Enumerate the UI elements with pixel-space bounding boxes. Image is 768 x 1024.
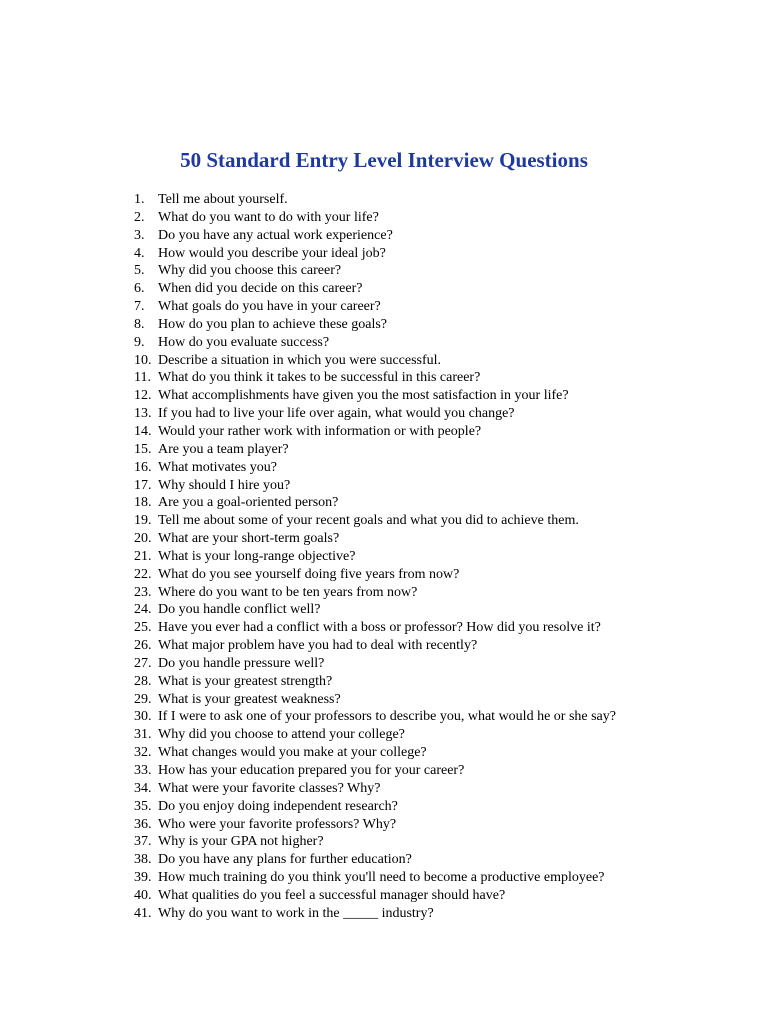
question-text: Why should I hire you? bbox=[158, 477, 291, 493]
question-text: Do you have any actual work experience? bbox=[158, 227, 393, 243]
question-number: 28. bbox=[134, 673, 152, 689]
question-number: 6. bbox=[134, 281, 145, 297]
question-text: What motivates you? bbox=[158, 459, 277, 475]
question-number: 41. bbox=[134, 905, 152, 921]
list-item bbox=[134, 280, 616, 298]
question-text: What do you want to do with your life? bbox=[158, 209, 379, 225]
question-number: 29. bbox=[134, 691, 152, 707]
list-item bbox=[134, 691, 616, 709]
list-item bbox=[134, 548, 616, 566]
question-text: Tell me about yourself. bbox=[158, 192, 288, 207]
question-text: What are your short-term goals? bbox=[158, 531, 340, 547]
page-title: 50 Standard Entry Level Interview Questions bbox=[180, 148, 588, 172]
list-item bbox=[134, 530, 616, 548]
question-text: What do you see yourself doing five years from now? bbox=[158, 566, 460, 582]
question-number: 32. bbox=[134, 745, 152, 761]
question-number: 31. bbox=[134, 727, 152, 743]
question-text: What changes would you make at your college? bbox=[158, 745, 427, 761]
list-item bbox=[134, 869, 616, 887]
question-text: What do you think it takes to be successful in this career? bbox=[158, 370, 481, 386]
list-item bbox=[134, 655, 616, 673]
list-item bbox=[134, 334, 616, 352]
question-text: If I were to ask one of your professors to describe you, what would he or she say? bbox=[158, 709, 616, 725]
question-number: 21. bbox=[134, 548, 152, 564]
list-item bbox=[134, 673, 616, 691]
question-text: Why is your GPA not higher? bbox=[158, 834, 324, 850]
list-item bbox=[134, 887, 616, 905]
question-text: Do you handle conflict well? bbox=[158, 602, 321, 618]
question-number: 34. bbox=[134, 780, 152, 796]
list-item bbox=[134, 262, 616, 280]
list-item bbox=[134, 851, 616, 869]
question-number: 22. bbox=[134, 566, 152, 582]
question-text: Why do you want to work in the _____ industry? bbox=[158, 905, 434, 921]
question-number: 17. bbox=[134, 477, 152, 493]
question-text: Would your rather work with information or with people? bbox=[158, 423, 482, 439]
question-list bbox=[134, 191, 616, 923]
list-item bbox=[134, 191, 616, 209]
question-text: Why did you choose to attend your college? bbox=[158, 727, 405, 743]
question-text: Who were your favorite professors? Why? bbox=[158, 816, 397, 832]
question-number: 35. bbox=[134, 798, 152, 814]
question-number: 8. bbox=[134, 316, 145, 332]
list-item bbox=[134, 726, 616, 744]
question-text: Why did you choose this career? bbox=[158, 263, 342, 279]
list-item bbox=[134, 566, 616, 584]
question-text: How do you plan to achieve these goals? bbox=[158, 316, 387, 332]
question-text: Are you a team player? bbox=[158, 441, 289, 457]
question-number: 26. bbox=[134, 638, 152, 654]
question-number: 18. bbox=[134, 495, 152, 511]
list-item bbox=[134, 762, 616, 780]
question-number: 13. bbox=[134, 406, 152, 422]
question-number: 37. bbox=[134, 834, 152, 850]
question-text: Do you have any plans for further education? bbox=[158, 852, 412, 868]
question-text: How much training do you think you'll need to become a productive employee? bbox=[158, 870, 605, 886]
question-text: What were your favorite classes? Why? bbox=[158, 780, 381, 796]
list-item bbox=[134, 209, 616, 227]
list-item bbox=[134, 584, 616, 602]
list-item bbox=[134, 298, 616, 316]
question-number: 39. bbox=[134, 870, 152, 886]
question-text: What is your greatest weakness? bbox=[158, 691, 341, 707]
question-number: 11. bbox=[134, 370, 151, 386]
question-number: 1. bbox=[134, 192, 145, 207]
list-item bbox=[134, 833, 616, 851]
question-text: What is your greatest strength? bbox=[158, 673, 333, 689]
list-item bbox=[134, 459, 616, 477]
question-number: 40. bbox=[134, 887, 152, 903]
list-item bbox=[134, 245, 616, 263]
question-number: 15. bbox=[134, 441, 152, 457]
question-text: Do you enjoy doing independent research? bbox=[158, 798, 398, 814]
question-number: 24. bbox=[134, 602, 152, 618]
list-item bbox=[134, 744, 616, 762]
list-item bbox=[134, 316, 616, 334]
list-item bbox=[134, 619, 616, 637]
question-text: What is your long-range objective? bbox=[158, 548, 356, 564]
question-text: What major problem have you had to deal with recently? bbox=[158, 638, 478, 654]
list-item bbox=[134, 512, 616, 530]
question-text: When did you decide on this career? bbox=[158, 281, 363, 297]
list-item bbox=[134, 387, 616, 405]
list-item bbox=[134, 423, 616, 441]
question-number: 33. bbox=[134, 763, 152, 778]
question-number: 25. bbox=[134, 620, 152, 636]
list-item bbox=[134, 816, 616, 834]
question-text: How has your education prepared you for your career? bbox=[158, 763, 465, 778]
list-item bbox=[134, 601, 616, 619]
question-number: 23. bbox=[134, 584, 152, 600]
question-text: Where do you want to be ten years from now? bbox=[158, 584, 418, 600]
question-number: 20. bbox=[134, 531, 152, 547]
list-item bbox=[134, 227, 616, 245]
question-text: Do you handle pressure well? bbox=[158, 655, 325, 671]
question-text: Tell me about some of your recent goals and what you did to achieve them. bbox=[158, 513, 579, 529]
question-number: 9. bbox=[134, 334, 145, 350]
question-number: 7. bbox=[134, 299, 145, 315]
list-item bbox=[134, 798, 616, 816]
list-item bbox=[134, 477, 616, 495]
question-number: 36. bbox=[134, 816, 152, 832]
question-text: If you had to live your life over again, what would you change? bbox=[158, 406, 515, 422]
question-text: Have you ever had a conflict with a boss or professor? How did you resolve it? bbox=[158, 620, 601, 636]
question-text: What qualities do you feel a successful manager should have? bbox=[158, 887, 506, 903]
question-number: 5. bbox=[134, 263, 145, 279]
list-item bbox=[134, 441, 616, 459]
question-number: 16. bbox=[134, 459, 152, 475]
question-number: 4. bbox=[134, 245, 145, 261]
question-number: 38. bbox=[134, 852, 152, 868]
question-text: How do you evaluate success? bbox=[158, 334, 330, 350]
list-item bbox=[134, 780, 616, 798]
question-text: How would you describe your ideal job? bbox=[158, 245, 386, 261]
question-text: What goals do you have in your career? bbox=[158, 299, 381, 315]
question-text: Describe a situation in which you were successful. bbox=[158, 352, 442, 368]
question-number: 27. bbox=[134, 655, 152, 671]
list-item bbox=[134, 708, 616, 726]
question-text: What accomplishments have given you the most satisfaction in your life? bbox=[158, 388, 569, 404]
question-number: 30. bbox=[134, 709, 152, 725]
list-item bbox=[134, 369, 616, 387]
list-item bbox=[134, 352, 616, 370]
question-number: 2. bbox=[134, 209, 145, 225]
question-number: 3. bbox=[134, 227, 145, 243]
list-item bbox=[134, 905, 616, 923]
question-number: 19. bbox=[134, 513, 152, 529]
question-number: 12. bbox=[134, 388, 152, 404]
list-item bbox=[134, 637, 616, 655]
question-number: 14. bbox=[134, 423, 152, 439]
question-number: 10. bbox=[134, 352, 152, 368]
list-item bbox=[134, 494, 616, 512]
question-text: Are you a goal-oriented person? bbox=[158, 495, 339, 511]
list-item bbox=[134, 405, 616, 423]
